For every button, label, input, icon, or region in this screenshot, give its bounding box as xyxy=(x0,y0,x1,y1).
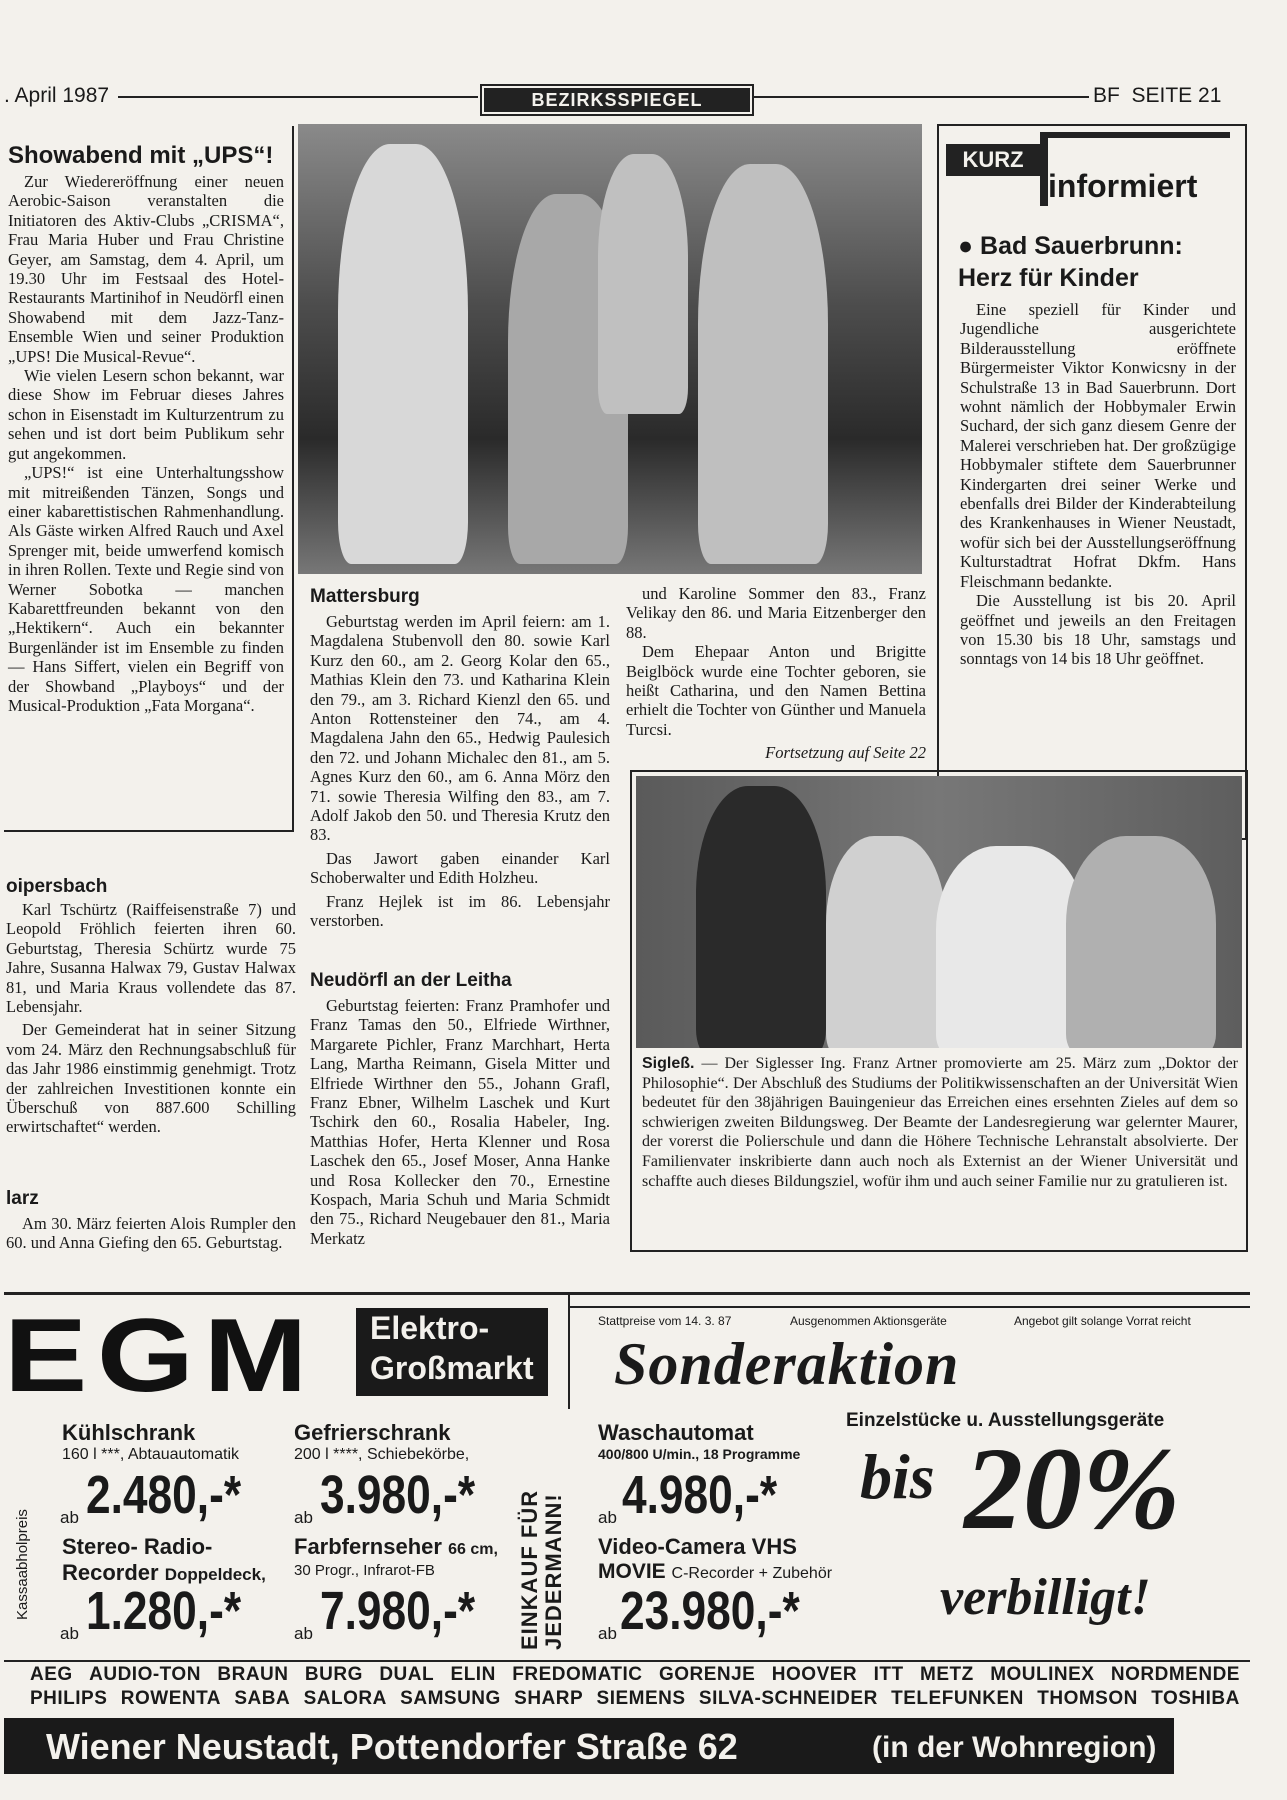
sigless-caption xyxy=(642,1054,1238,1191)
continuation-note: Fortsetzung auf Seite 22 xyxy=(765,743,926,763)
neudoerfl-body xyxy=(310,996,610,1248)
photo-figure xyxy=(936,846,1086,1048)
loipersbach-title: oipersbach xyxy=(6,876,108,897)
showabend-body xyxy=(8,172,284,715)
item-kuehlschrank-detail: 160 l ***, Abtauautomatik xyxy=(62,1446,240,1463)
item-video-name2-text: MOVIE xyxy=(598,1560,666,1583)
section-banner xyxy=(480,84,754,116)
item-kuehlschrank-name: Kühlschrank xyxy=(62,1420,196,1445)
item-video-name: Video-Camera VHS xyxy=(598,1534,797,1559)
header-rule-right xyxy=(752,96,1089,98)
einzelstuecke-label: Einzelstücke u. Ausstellungsgeräte xyxy=(846,1410,1165,1431)
ad-top-rule xyxy=(4,1292,1250,1295)
item-gefrierschrank-price: 3.980,-* xyxy=(320,1465,476,1525)
brand-name: SAMSUNG xyxy=(400,1688,501,1709)
item-gefrierschrank-name: Gefrierschrank xyxy=(294,1420,451,1445)
brands-top-rule xyxy=(4,1660,1250,1662)
item-video-price: 23.980,-* xyxy=(620,1581,800,1641)
mattersburg-title: Mattersburg xyxy=(310,586,420,607)
page-number: BF SEITE 21 xyxy=(1093,84,1222,107)
sigless-text: — Der Siglesser Ing. Franz Artner promovierte am 25. März zum „Doktor der Philosophie“. Der Abschluß des Studiums der Politikwissenschaften an der Universität Wien bedeutet für den 38jährigen Bauingenieur das Erreichen eines ersehnten Zieles auf dem so schwierigen zweiten Bildungsweg. Der Beamte der Landesregierung war gelernter Maurer, der vorerst die Polierschule und dann die Höhere Technische Lehranstalt absolvierte. Der Familienvater inskribierte dann auch noch als Externist an der Wiener Universität und schaffte auch dieses Bildungsziel, wofür ihm und auch seiner Familie nur zu gratulieren ist. xyxy=(642,1055,1238,1190)
loipersbach-paragraph: Karl Tschürtz (Raiffeisenstraße 7) und Leopold Fröhlich feierten ihren 60. Geburtstag, Theresia Schürtz wurde 75 Jahre, Susanna Halwax 79, Gustav Halwax 81, und Maria Kraus vollendete das 87. Lebensjahr. xyxy=(6,900,296,1017)
bis-label: bis xyxy=(860,1441,935,1512)
ad-note-angebot: Angebot gilt solange Vorrat reicht xyxy=(1014,1314,1191,1328)
brand-name: SABA xyxy=(234,1688,291,1709)
item-waschautomat-ab: ab xyxy=(598,1508,617,1527)
ad-inner-rule xyxy=(568,1292,570,1409)
brand-name: BURG xyxy=(304,1664,363,1685)
item-kuehlschrank-ab: ab xyxy=(60,1508,79,1527)
address-text: Wiener Neustadt, Pottendorfer Straße 62 xyxy=(46,1726,738,1767)
photo-figure xyxy=(826,836,946,1048)
photo-figure xyxy=(696,786,826,1048)
item-tv-name xyxy=(294,1534,498,1560)
mattersburg-body xyxy=(310,612,610,931)
kassa-label: Kassaabholpreis xyxy=(14,1509,31,1620)
brand-name: AEG xyxy=(30,1664,73,1685)
mattersburg-paragraph: Franz Hejlek ist im 86. Lebensjahr verstorben. xyxy=(310,891,610,931)
issue-date: . April 1987 xyxy=(4,84,110,107)
section-title: BEZIRKSSPIEGEL xyxy=(531,90,703,110)
egm-subtitle xyxy=(356,1308,548,1396)
item-radio-name: Stereo- Radio- xyxy=(62,1534,213,1559)
item-radio-price: 1.280,-* xyxy=(86,1581,242,1641)
item-tv-size: 66 cm, xyxy=(448,1541,498,1558)
brand-name: AUDIO-TON xyxy=(89,1664,201,1685)
col3-paragraph: Dem Ehepaar Anton und Brigitte Beiglböck wurde eine Tochter geboren, sie heißt Catharina, und den Namen Bettina erhielt die Tochter von Günther und Manuela Turcsi. xyxy=(626,642,926,739)
kurz-logo-kurz: KURZ xyxy=(946,144,1040,176)
kurz-paragraph: Die Ausstellung ist bis 20. April geöffnet und jeweils an den Freitagen von 15.30 bis 18 Uhr, samstags und sonntags von 14 bis 18 Uhr geöffnet. xyxy=(960,591,1236,669)
item-video-ab: ab xyxy=(598,1624,617,1643)
photo-figure xyxy=(338,144,468,564)
neudoerfl-title: Neudörfl an der Leitha xyxy=(310,970,512,991)
item-tv-detail: 30 Progr., Infrarot-FB xyxy=(294,1562,435,1579)
egm-logo: EGM xyxy=(4,1298,318,1414)
kurz-logo xyxy=(944,128,1240,218)
brand-name: ELIN xyxy=(450,1664,496,1685)
kurz-logo-informiert: informiert xyxy=(1048,168,1198,204)
brand-name: SALORA xyxy=(303,1688,387,1709)
item-kuehlschrank-price: 2.480,-* xyxy=(86,1465,242,1525)
brand-name: HOOVER xyxy=(771,1664,858,1685)
egm-subtitle-line2: Großmarkt xyxy=(370,1350,534,1386)
mattersburg-paragraph: Das Jawort gaben einander Karl Schoberwalter und Edith Holzheu. xyxy=(310,848,610,888)
brands-row-1 xyxy=(30,1664,1240,1686)
sigless-photo xyxy=(636,776,1242,1048)
item-video-detail: C-Recorder + Zubehör xyxy=(671,1565,833,1582)
photo-figure xyxy=(598,154,688,414)
kurz-title-line1: ● Bad Sauerbrunn: xyxy=(958,232,1183,260)
brand-name: TELEFUNKEN xyxy=(891,1688,1024,1709)
address-suffix: (in der Wohnregion) xyxy=(872,1731,1157,1764)
col3-body xyxy=(626,584,926,763)
brand-name: THOMSON xyxy=(1037,1688,1138,1709)
verbilligt-label: verbilligt! xyxy=(940,1569,1151,1626)
item-tv-price: 7.980,-* xyxy=(320,1581,476,1641)
header-rule-left xyxy=(118,96,478,98)
photo-figure xyxy=(698,164,828,564)
egm-subtitle-line1: Elektro- xyxy=(370,1310,490,1346)
sigless-lead: Sigleß. xyxy=(642,1055,695,1072)
item-waschautomat-detail: 400/800 U/min., 18 Programme xyxy=(598,1446,801,1462)
brand-name: SIEMENS xyxy=(596,1688,686,1709)
loipersbach-body xyxy=(6,900,296,1137)
showabend-photo xyxy=(298,124,922,574)
ad-note-stattpreise: Stattpreise vom 14. 3. 87 xyxy=(598,1314,732,1328)
kurz-paragraph: Eine speziell für Kinder und Jugendliche ausgerichtete Bilderausstellung eröffnete Bürgermeister Viktor Konwicsny in der Schulstraße 13 in Bad Sauerbrunn. Dort wohnt nämlich der Hobbymaler Erwin Suchard, der sich ganz diesem Genre der Malerei verschrieben hat. Der großzügige Hobbymaler stiftete dem Sauerbrunner Kindergarten drei seiner Werke und ebenfalls drei Bilder der Kinderabteilung des Krankenhauses in Wiener Neustadt, wofür sich bei der Ausstellungseröffnung Kulturstadtrat Hofrat Dkfm. Hans Fleischmann bedankte. xyxy=(960,300,1236,591)
marz-body xyxy=(6,1214,296,1253)
brand-name: NORDMENDE xyxy=(1110,1664,1240,1685)
brand-name: SILVA-SCHNEIDER xyxy=(698,1688,878,1709)
item-waschautomat-name: Waschautomat xyxy=(598,1420,754,1445)
brand-name: PHILIPS xyxy=(30,1688,108,1709)
brand-name: ROWENTA xyxy=(120,1688,222,1709)
showabend-title: Showabend mit „UPS“! xyxy=(8,142,274,169)
item-waschautomat-price: 4.980,-* xyxy=(622,1465,778,1525)
item-radio-ab: ab xyxy=(60,1624,79,1643)
marz-paragraph: Am 30. März feierten Alois Rumpler den 60. und Anna Giefing den 65. Geburtstag. xyxy=(6,1214,296,1253)
showabend-paragraph: Wie vielen Lesern schon bekannt, war diese Show im Februar dieses Jahres schon in Eisenstadt im Kulturzentrum zu sehen und ist dort beim Publikum sehr gut angekommen. xyxy=(8,366,284,463)
loipersbach-paragraph: Der Gemeinderat hat in seiner Sitzung vom 24. März den Rechnungsabschluß für das Jahr 1986 einstimmig genehmigt. Trotz der zahlreichen Investitionen konnte ein Überschuß von 887.600 Schilling erwirtschaftet“ werden. xyxy=(6,1020,296,1137)
kurz-logo-bar xyxy=(1040,132,1048,206)
item-radio-name2-text: Recorder xyxy=(62,1560,159,1585)
item-radio-detail: Doppeldeck, xyxy=(164,1565,266,1584)
kurz-body xyxy=(960,300,1236,669)
brand-name: ITT xyxy=(873,1664,904,1685)
ad-inner-hrule xyxy=(568,1306,1250,1308)
brand-name: TOSHIBA xyxy=(1151,1688,1240,1709)
kurz-logo-topbar xyxy=(1040,132,1230,138)
item-gefrierschrank-ab: ab xyxy=(294,1508,313,1527)
brands-row-2 xyxy=(30,1688,1240,1710)
showabend-paragraph: „UPS!“ ist eine Unterhaltungsshow mit mitreißenden Tänzen, Songs und einer kabarettistischen Rahmenhandlung. Als Gäste wirken Alfred Rauch und Axel Sprenger mit, beide umwerfend komisch in ihren Rollen. Texte und Regie sind von Werner Sobotka — manchen Kabarettfreunden bekannt von den „Hektikern“. Auch ein bekannter Burgenländer ist im Ensemble zu finden — Hans Siffert, vielen ein Begriff von der Showband „Playboys“ und der Musical-Produktion „Fata Morgana“. xyxy=(8,463,284,715)
ad-note-ausgenommen: Ausgenommen Aktionsgeräte xyxy=(790,1314,947,1328)
mattersburg-paragraph: Geburtstag werden im April feiern: am 1. Magdalena Stubenvoll den 80. sowie Karl Kurz den 60., am 2. Georg Kolar den 65., Mathias Klein den 73. und Katharina Klein den 79., am 3. Richard Kienzl den 65. und Anton Rottensteiner den 74., am 4. Magdalena Jahn den 65., Hedwig Paulesich den 72. und Johann Michalec den 81., am 5. Agnes Kurz den 60., am 6. Anna Mörz den 71. sowie Theresia Wilfing den 83., am 7. Adolf Jakob den 50. und Theresia Krutz den 83. xyxy=(310,612,610,845)
einkauf-label: EINKAUF FÜR JEDERMANN! xyxy=(517,1489,566,1650)
neudoerfl-paragraph: Geburtstag feierten: Franz Pramhofer und Franz Tamas den 50., Elfriede Wirthner, Margarete Pichler, Franz Marchhart, Herta Lang, Martha Reimann, Gisela Mitter und Elfriede Wirthner den 55., Johann Grafl, Franz Ebner, Wilhelm Laschek und Kurt Tschirk den 60., Rosalia Habeler, Ing. Matthias Hofer, Herta Klenner und Rosa Laschek den 65., Josef Moser, Anna Hanke und Rosa Kollecker den 70., Ernestine Kospach, Maria Schuh und Maria Schmidt den 75., Richard Neugebauer den 81., Maria Merkatz xyxy=(310,996,610,1248)
col3-paragraph: und Karoline Sommer den 83., Franz Velikay den 86. und Maria Eitzenberger den 88. xyxy=(626,584,926,642)
percent-label: 20% xyxy=(964,1423,1181,1554)
brand-name: GORENJE xyxy=(658,1664,756,1685)
brand-name: FREDOMATIC xyxy=(512,1664,643,1685)
marz-title: larz xyxy=(6,1188,39,1209)
brand-name: BRAUN xyxy=(217,1664,289,1685)
sonderaktion-title: Sonderaktion xyxy=(614,1331,960,1397)
item-tv-ab: ab xyxy=(294,1624,313,1643)
showabend-paragraph: Zur Wiedereröffnung einer neuen Aerobic-Saison veranstalten die Initiatoren des Aktiv-Clubs „CRISMA“, Frau Maria Huber und Frau Christine Geyer, am Samstag, dem 4. April, um 19.30 Uhr im Festsaal des Hotel-Restaurants Martinihof in Neudörfl einen Showabend mit dem Jazz-Tanz-Ensemble Wien und seiner Produktion „UPS! Die Musical-Revue“. xyxy=(8,172,284,366)
item-tv-name-text: Farbfernseher xyxy=(294,1534,442,1559)
brand-name: METZ xyxy=(920,1664,974,1685)
brand-name: SHARP xyxy=(514,1688,584,1709)
photo-figure xyxy=(1066,836,1216,1048)
item-gefrierschrank-detail: 200 l ****, Schiebekörbe, xyxy=(294,1446,470,1463)
brand-name: MOULINEX xyxy=(990,1664,1095,1685)
address-bar xyxy=(4,1718,1174,1774)
brand-name: DUAL xyxy=(379,1664,435,1685)
kurz-title-line2: Herz für Kinder xyxy=(958,264,1139,292)
